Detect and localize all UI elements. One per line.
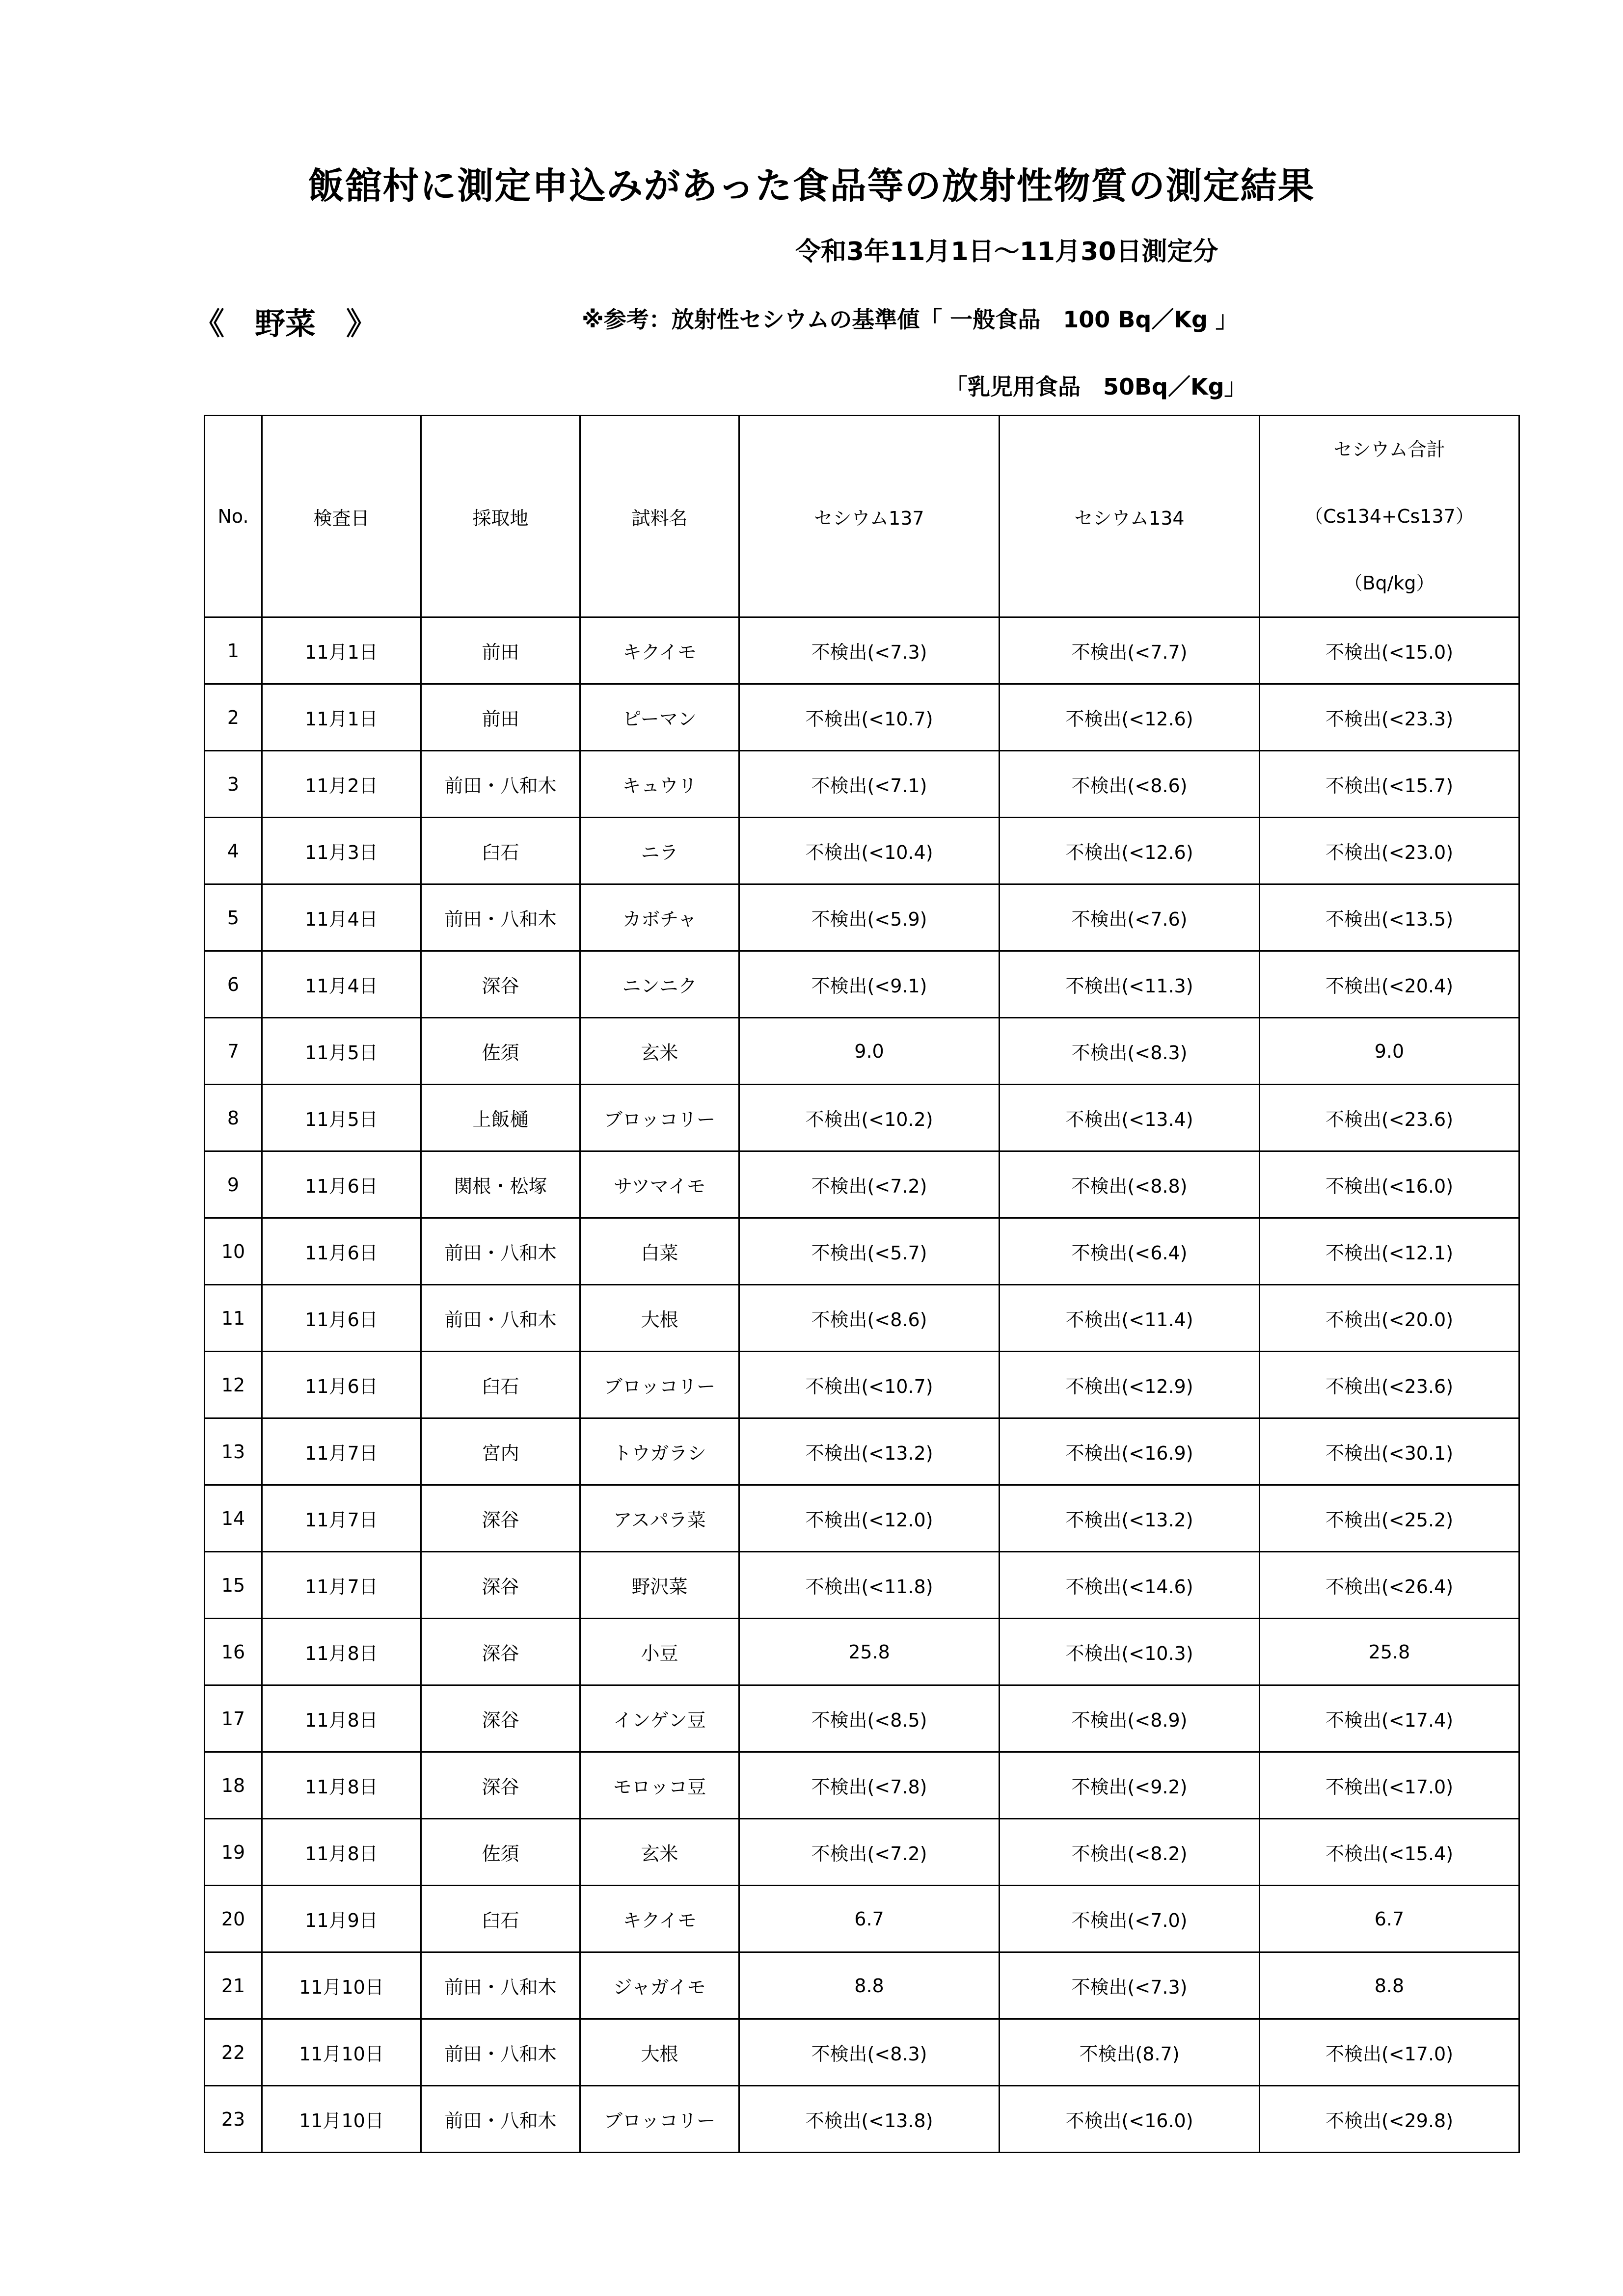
header-cs134: セシウム134 <box>1000 416 1260 617</box>
table-row <box>205 1285 1519 1352</box>
cell-cs134: 不検出(<8.9) <box>1000 1685 1260 1752</box>
table-row <box>205 1819 1519 1886</box>
cell-total: 不検出(<17.0) <box>1260 1752 1519 1819</box>
table-row <box>205 684 1519 751</box>
table-body <box>205 617 1519 2153</box>
cell-no: 5 <box>205 884 262 951</box>
cell-location: 臼石 <box>421 1886 580 1952</box>
cell-date: 11月6日 <box>262 1151 421 1218</box>
cell-no: 3 <box>205 751 262 818</box>
header-total-line2: （Cs134+Cs137） <box>1304 506 1474 527</box>
cell-total: 不検出(<12.1) <box>1260 1218 1519 1285</box>
cell-sample: モロッコ豆 <box>580 1752 739 1819</box>
cell-location: 深谷 <box>421 951 580 1018</box>
cell-cs134: 不検出(<13.2) <box>1000 1485 1260 1552</box>
cell-no: 1 <box>205 617 262 684</box>
header-total-line3: （Bq/kg） <box>1344 572 1435 594</box>
cell-date: 11月7日 <box>262 1485 421 1552</box>
cell-no: 2 <box>205 684 262 751</box>
cell-total: 不検出(<29.8) <box>1260 2086 1519 2153</box>
header-location: 採取地 <box>421 416 580 617</box>
cell-location: 前田・八和木 <box>421 751 580 818</box>
cell-total: 不検出(<20.0) <box>1260 1285 1519 1352</box>
cell-date: 11月6日 <box>262 1285 421 1352</box>
cell-cs134: 不検出(<8.6) <box>1000 751 1260 818</box>
table-row <box>205 1085 1519 1151</box>
cell-total: 不検出(<15.7) <box>1260 751 1519 818</box>
cell-sample: キュウリ <box>580 751 739 818</box>
cell-location: 前田・八和木 <box>421 884 580 951</box>
table-header <box>205 416 1519 617</box>
cell-cs137: 不検出(<9.1) <box>739 951 1000 1018</box>
cell-sample: サツマイモ <box>580 1151 739 1218</box>
cell-cs134: 不検出(<13.4) <box>1000 1085 1260 1151</box>
cell-sample: インゲン豆 <box>580 1685 739 1752</box>
cell-cs134: 不検出(<6.4) <box>1000 1218 1260 1285</box>
cell-cs134: 不検出(<9.2) <box>1000 1752 1260 1819</box>
cell-location: 前田・八和木 <box>421 1285 580 1352</box>
cell-no: 12 <box>205 1352 262 1418</box>
cell-no: 15 <box>205 1552 262 1619</box>
cell-date: 11月8日 <box>262 1819 421 1886</box>
cell-date: 11月10日 <box>262 2019 421 2086</box>
cell-no: 10 <box>205 1218 262 1285</box>
cell-total: 不検出(<23.6) <box>1260 1085 1519 1151</box>
cell-no: 11 <box>205 1285 262 1352</box>
cell-no: 14 <box>205 1485 262 1552</box>
cell-location: 臼石 <box>421 818 580 884</box>
table-row <box>205 1218 1519 1285</box>
cell-sample: ニラ <box>580 818 739 884</box>
cell-cs134: 不検出(8.7) <box>1000 2019 1260 2086</box>
cell-cs137: 不検出(<7.8) <box>739 1752 1000 1819</box>
cell-cs134: 不検出(<8.2) <box>1000 1819 1260 1886</box>
cell-cs134: 不検出(<16.0) <box>1000 2086 1260 2153</box>
cell-no: 20 <box>205 1886 262 1952</box>
cell-sample: アスパラ菜 <box>580 1485 739 1552</box>
header-sample: 試料名 <box>580 416 739 617</box>
cell-sample: ブロッコリー <box>580 2086 739 2153</box>
table-row <box>205 1685 1519 1752</box>
cell-total: 不検出(<20.4) <box>1260 951 1519 1018</box>
cell-date: 11月8日 <box>262 1752 421 1819</box>
cell-sample: ニンニク <box>580 951 739 1018</box>
cell-no: 8 <box>205 1085 262 1151</box>
cell-sample: 大根 <box>580 2019 739 2086</box>
cell-date: 11月4日 <box>262 951 421 1018</box>
table-row <box>205 1952 1519 2019</box>
cell-date: 11月1日 <box>262 684 421 751</box>
table-row <box>205 818 1519 884</box>
cell-cs134: 不検出(<11.4) <box>1000 1285 1260 1352</box>
cell-no: 6 <box>205 951 262 1018</box>
cell-location: 臼石 <box>421 1352 580 1418</box>
cell-cs134: 不検出(<7.0) <box>1000 1886 1260 1952</box>
cell-total: 不検出(<30.1) <box>1260 1418 1519 1485</box>
cell-date: 11月10日 <box>262 1952 421 2019</box>
cell-cs134: 不検出(<10.3) <box>1000 1619 1260 1685</box>
category-label: 《 野菜 》 <box>194 306 377 342</box>
reference-standard-infant: 「乳児用食品 50Bq／Kg」 <box>945 374 1247 400</box>
table-row <box>205 1418 1519 1485</box>
cell-cs134: 不検出(<8.8) <box>1000 1151 1260 1218</box>
cell-cs137: 8.8 <box>739 1952 1000 2019</box>
cell-total: 不検出(<23.6) <box>1260 1352 1519 1418</box>
cell-date: 11月5日 <box>262 1085 421 1151</box>
cell-cs137: 不検出(<8.5) <box>739 1685 1000 1752</box>
cell-sample: ブロッコリー <box>580 1352 739 1418</box>
cell-cs137: 不検出(<5.7) <box>739 1218 1000 1285</box>
table-row <box>205 951 1519 1018</box>
cell-date: 11月6日 <box>262 1218 421 1285</box>
cell-total: 不検出(<13.5) <box>1260 884 1519 951</box>
cell-location: 佐須 <box>421 1819 580 1886</box>
cell-no: 22 <box>205 2019 262 2086</box>
cell-cs137: 9.0 <box>739 1018 1000 1085</box>
cell-no: 23 <box>205 2086 262 2153</box>
cell-no: 4 <box>205 818 262 884</box>
cell-date: 11月7日 <box>262 1418 421 1485</box>
cell-cs134: 不検出(<12.6) <box>1000 684 1260 751</box>
cell-total: 不検出(<17.4) <box>1260 1685 1519 1752</box>
table-row <box>205 2086 1519 2153</box>
cell-no: 13 <box>205 1418 262 1485</box>
table-row <box>205 2019 1519 2086</box>
cell-cs137: 不検出(<10.2) <box>739 1085 1000 1151</box>
cell-date: 11月2日 <box>262 751 421 818</box>
cell-cs137: 不検出(<7.1) <box>739 751 1000 818</box>
page-title: 飯舘村に測定申込みがあった食品等の放射性物質の測定結果 <box>308 165 1315 207</box>
cell-cs137: 不検出(<5.9) <box>739 884 1000 951</box>
cell-no: 16 <box>205 1619 262 1685</box>
cell-total: 不検出(<15.0) <box>1260 617 1519 684</box>
cell-cs137: 25.8 <box>739 1619 1000 1685</box>
cell-location: 佐須 <box>421 1018 580 1085</box>
cell-no: 18 <box>205 1752 262 1819</box>
cell-total: 不検出(<25.2) <box>1260 1485 1519 1552</box>
cell-sample: 玄米 <box>580 1018 739 1085</box>
cell-sample: 野沢菜 <box>580 1552 739 1619</box>
cell-cs134: 不検出(<11.3) <box>1000 951 1260 1018</box>
cell-location: 前田 <box>421 684 580 751</box>
cell-date: 11月6日 <box>262 1352 421 1418</box>
table-row <box>205 1151 1519 1218</box>
table-row <box>205 1886 1519 1952</box>
cell-cs137: 不検出(<7.3) <box>739 617 1000 684</box>
header-total <box>1260 416 1519 617</box>
cell-date: 11月10日 <box>262 2086 421 2153</box>
cell-total: 8.8 <box>1260 1952 1519 2019</box>
cell-sample: 大根 <box>580 1285 739 1352</box>
cell-cs137: 不検出(<8.6) <box>739 1285 1000 1352</box>
cell-cs137: 6.7 <box>739 1886 1000 1952</box>
cell-total: 不検出(<17.0) <box>1260 2019 1519 2086</box>
header-row <box>205 416 1519 617</box>
cell-total: 25.8 <box>1260 1619 1519 1685</box>
cell-location: 前田・八和木 <box>421 1218 580 1285</box>
cell-cs137: 不検出(<10.4) <box>739 818 1000 884</box>
cell-date: 11月1日 <box>262 617 421 684</box>
cell-location: 深谷 <box>421 1685 580 1752</box>
cell-cs134: 不検出(<16.9) <box>1000 1418 1260 1485</box>
cell-total: 不検出(<23.0) <box>1260 818 1519 884</box>
cell-date: 11月7日 <box>262 1552 421 1619</box>
cell-sample: 白菜 <box>580 1218 739 1285</box>
cell-total: 不検出(<26.4) <box>1260 1552 1519 1619</box>
results-table <box>204 415 1520 2153</box>
cell-date: 11月3日 <box>262 818 421 884</box>
cell-location: 深谷 <box>421 1485 580 1552</box>
cell-location: 前田・八和木 <box>421 2086 580 2153</box>
cell-no: 17 <box>205 1685 262 1752</box>
cell-cs137: 不検出(<11.8) <box>739 1552 1000 1619</box>
cell-cs134: 不検出(<12.6) <box>1000 818 1260 884</box>
cell-location: 前田・八和木 <box>421 2019 580 2086</box>
cell-sample: 小豆 <box>580 1619 739 1685</box>
cell-cs137: 不検出(<7.2) <box>739 1151 1000 1218</box>
cell-no: 19 <box>205 1819 262 1886</box>
header-no: No. <box>205 416 262 617</box>
cell-location: 深谷 <box>421 1752 580 1819</box>
cell-no: 7 <box>205 1018 262 1085</box>
cell-total: 不検出(<16.0) <box>1260 1151 1519 1218</box>
table-row <box>205 884 1519 951</box>
cell-date: 11月8日 <box>262 1685 421 1752</box>
cell-location: 深谷 <box>421 1552 580 1619</box>
cell-location: 宮内 <box>421 1418 580 1485</box>
cell-location: 関根・松塚 <box>421 1151 580 1218</box>
header-date: 検査日 <box>262 416 421 617</box>
cell-date: 11月4日 <box>262 884 421 951</box>
table-row <box>205 1352 1519 1418</box>
cell-cs134: 不検出(<7.3) <box>1000 1952 1260 2019</box>
table-row <box>205 1552 1519 1619</box>
cell-cs137: 不検出(<10.7) <box>739 684 1000 751</box>
cell-cs137: 不検出(<13.2) <box>739 1418 1000 1485</box>
cell-date: 11月5日 <box>262 1018 421 1085</box>
cell-location: 上飯樋 <box>421 1085 580 1151</box>
cell-no: 9 <box>205 1151 262 1218</box>
cell-cs137: 不検出(<10.7) <box>739 1352 1000 1418</box>
cell-total: 不検出(<15.4) <box>1260 1819 1519 1886</box>
header-cs137: セシウム137 <box>739 416 1000 617</box>
table-row <box>205 1485 1519 1552</box>
cell-cs137: 不検出(<13.8) <box>739 2086 1000 2153</box>
cell-sample: キクイモ <box>580 617 739 684</box>
cell-location: 前田・八和木 <box>421 1952 580 2019</box>
cell-cs137: 不検出(<8.3) <box>739 2019 1000 2086</box>
cell-cs134: 不検出(<8.3) <box>1000 1018 1260 1085</box>
reference-standard-general: ※参考：放射性セシウムの基準値「 一般食品 100 Bq／Kg 」 <box>582 306 1238 333</box>
cell-cs134: 不検出(<7.7) <box>1000 617 1260 684</box>
cell-cs134: 不検出(<12.9) <box>1000 1352 1260 1418</box>
cell-cs134: 不検出(<7.6) <box>1000 884 1260 951</box>
cell-sample: キクイモ <box>580 1886 739 1952</box>
cell-sample: ピーマン <box>580 684 739 751</box>
cell-sample: 玄米 <box>580 1819 739 1886</box>
cell-location: 深谷 <box>421 1619 580 1685</box>
cell-cs137: 不検出(<7.2) <box>739 1819 1000 1886</box>
cell-location: 前田 <box>421 617 580 684</box>
cell-date: 11月9日 <box>262 1886 421 1952</box>
table-row <box>205 617 1519 684</box>
cell-total: 6.7 <box>1260 1886 1519 1952</box>
cell-sample: ジャガイモ <box>580 1952 739 2019</box>
measurement-period: 令和3年11月1日～11月30日測定分 <box>795 237 1218 267</box>
cell-sample: カボチャ <box>580 884 739 951</box>
cell-total: 不検出(<23.3) <box>1260 684 1519 751</box>
table-row <box>205 751 1519 818</box>
cell-cs137: 不検出(<12.0) <box>739 1485 1000 1552</box>
table-row <box>205 1619 1519 1685</box>
header-total-line1: セシウム合計 <box>1333 439 1445 460</box>
table-row <box>205 1018 1519 1085</box>
cell-sample: ブロッコリー <box>580 1085 739 1151</box>
cell-total: 9.0 <box>1260 1018 1519 1085</box>
cell-no: 21 <box>205 1952 262 2019</box>
table-row <box>205 1752 1519 1819</box>
cell-sample: トウガラシ <box>580 1418 739 1485</box>
cell-date: 11月8日 <box>262 1619 421 1685</box>
cell-cs134: 不検出(<14.6) <box>1000 1552 1260 1619</box>
